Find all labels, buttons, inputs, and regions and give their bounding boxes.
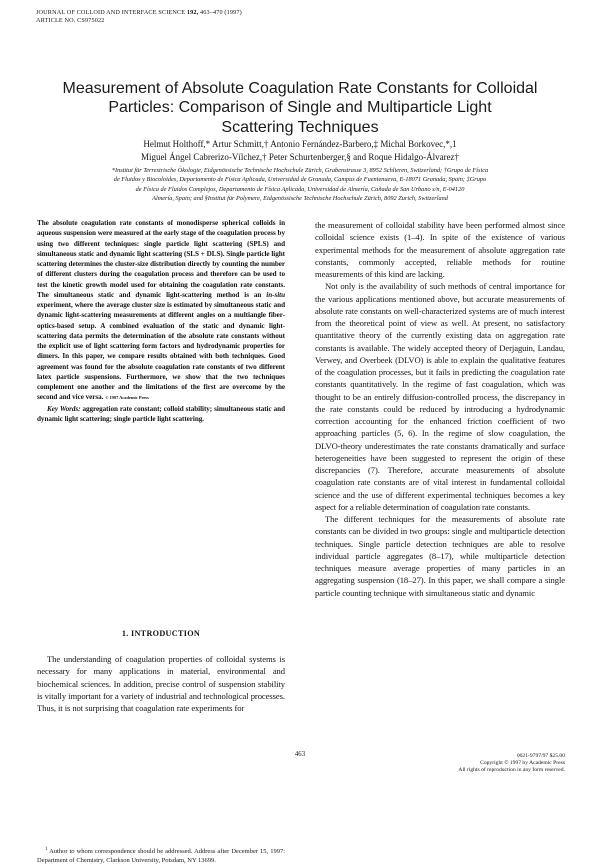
correspondence-footnote: $^1$ Author to whom correspondence should be addressed. Address after December 15, 1997: Department of Chemistry, Clarkson University, Potsdam, NY 13699. [37,847,285,865]
author-list [40,138,560,164]
keywords: Key Words: aggregation rate constant; colloid stability; simultaneous static and dynamic light scattering; single particle light scattering. [37,404,285,423]
affiliation-line-3: de Física de Fluidos Complejos, Departamento de Física Aplicada, Universidad de Almería, Cañada de San Urbano s/n, E-04120 [135,185,465,193]
right-paragraph-3: The different techniques for the measurements of absolute rate constants can be divided in two groups: single and multiparticle detection techniques. Single particle detection techniques are able to resolve individual particle aggregates (8–17), while multiparticle detection techniques measure average properties of many particles in an aggregating suspension (18–27). In this paper, we shall compare a single particle counting technique with simultaneous static and dynamic [315,514,565,598]
title-line-2: Particles: Comparison of Single and Multiparticle Light [108,99,492,117]
affiliations [40,166,560,203]
author-line-1: Helmut Holthoff,* Artur Schmitt,† Antonio Fernández-Barbero,‡ Michal Borkovec,*,1 [143,139,457,149]
left-column [37,218,285,865]
right-paragraph-2: Not only is the availability of such methods of central importance for the various applications mentioned above, but accurate measurements of absolute rate constants on well-characterized systems are of much interest from the theoretical point of view as well. At present, no satisfactory quantitative theory of the currently existing data on aggregation rate constants is available. The widely accepted theory of Derjaguin, Landau, Verwey, and Overbeek (DLVO) is able to explain the qualitative features of the coagulation processes, but it fails in predicting the coagulation rate constants quantitatively. In the regime of fast coagulation, which was thought to be an entirely diffusion-controlled process, the discrepancy in the rate constants could be reduced by introducing a hydrodynamic correction accounting for the enhanced friction coefficient of two approaching particles (5, 6). In the regime of slow coagulation, the DLVO-theory underestimates the rate constants dramatically and surface heterogeneities have been suggested to represent the origin of these discrepancies (7). Therefore, accurate measurements of absolute coagulation rate constants are of vital interest in fundamental colloidal science and the use of different experimental techniques becomes a key aspect for a reliable determination of coagulation rate constants. [315,281,565,512]
title-line-1: Measurement of Absolute Coagulation Rate Constants for Colloidal [62,80,538,97]
affiliation-line-4: Almería, Spain; and §Institut für Polymere, Eidgenössische Technische Hochschule Zürich, 8092 Zurich, Switzerland [152,194,448,202]
affiliation-line-2: de Fluidos y Biocoloides, Departamento de Física Aplicada, Universidad de Granada, Campus de Fuentenueva, E-18071 Granada, Spain; ‡Grupo [113,176,487,184]
page-number: 463 [294,751,306,758]
intro-paragraph-1: The understanding of coagulation properties of colloidal systems is necessary for many applications in material, environmental and biochemical sciences. In addition, precise control of suspension stability is vitally important for a variety of industrial and technological processes. Thus, it is not surprising that coagulation rate experiments for [37,654,285,713]
author-line-2: Miguel Ángel Cabrerizo-Vílchez,† Peter Schurtenberger,§ and Roque Hidalgo-Álvarez† [140,151,460,162]
journal-citation: JOURNAL OF COLLOID AND INTERFACE SCIENCE 192, 463–470 (1997) [36,9,242,16]
abstract: The absolute coagulation rate constants of monodisperse spherical colloids in aqueous suspension were measured at the early stage of the coagulation process by using two different techniques: single particle light scattering (SPLS) and simultaneous static and dynamic light scattering (SLS + DLS). Single particle light scattering determines the cluster-size distribution directly by counting the number of different clusters during the coagulation process and therefore can be used to test the kinetic growth model used for obtaining the coagulation rate constants. The simultaneous static and dynamic light-scattering method is an in-situ experiment, where the average cluster size is estimated by simultaneous static and dynamic light-scattering measurements at different angles on a multiangle fiber-optics-based setup. A combined evaluation of the static and dynamic light-scattering data permits the determination of the absolute rate constants without the explicit use of light scattering form factors and hydrodynamic properties for dimers. In this paper, we compare results obtained with both techniques. Good agreement was found for the absolute coagulation rate constants of two different latex particle suspensions. Furthermore, we show that the two techniques complement one another and the limitations of the first are overcome by the second and vice versa. © 1997 Academic Press [37,219,285,402]
introduction-body [37,653,285,714]
right-column [315,219,565,599]
journal-header [36,9,242,26]
publisher-footer [458,753,565,774]
right-paragraph-1: the measurement of colloidal stability have been performed almost since colloidal science exists (1–4). In spite of the existence of various experimental methods for the measurement of absolute aggregation rate constants, commonly accepted, reliable methods for routine measurements of this kind are lacking. [315,220,565,279]
affiliation-line-1: *Institut für Terrestrische Ökologie, Eidgenössische Technische Hochschule Zürich, Grabenstrasse 3, 8952 Schlieren, Switzerland; †Grupo de Física [111,167,489,174]
section-heading-introduction: 1. INTRODUCTION [121,629,201,638]
footer-rights: All rights of reproduction in any form reserved. [458,767,565,774]
abstract-copyright: © 1997 Academic Press [105,395,149,401]
article-number: ARTICLE NO. CS975022 [36,17,105,25]
price-code: 0021-9797/97 $25.00 [516,753,565,759]
article-title [40,79,560,137]
title-line-3: Scattering Techniques [221,118,379,136]
footer-copyright: Copyright © 1997 by Academic Press [480,760,565,767]
